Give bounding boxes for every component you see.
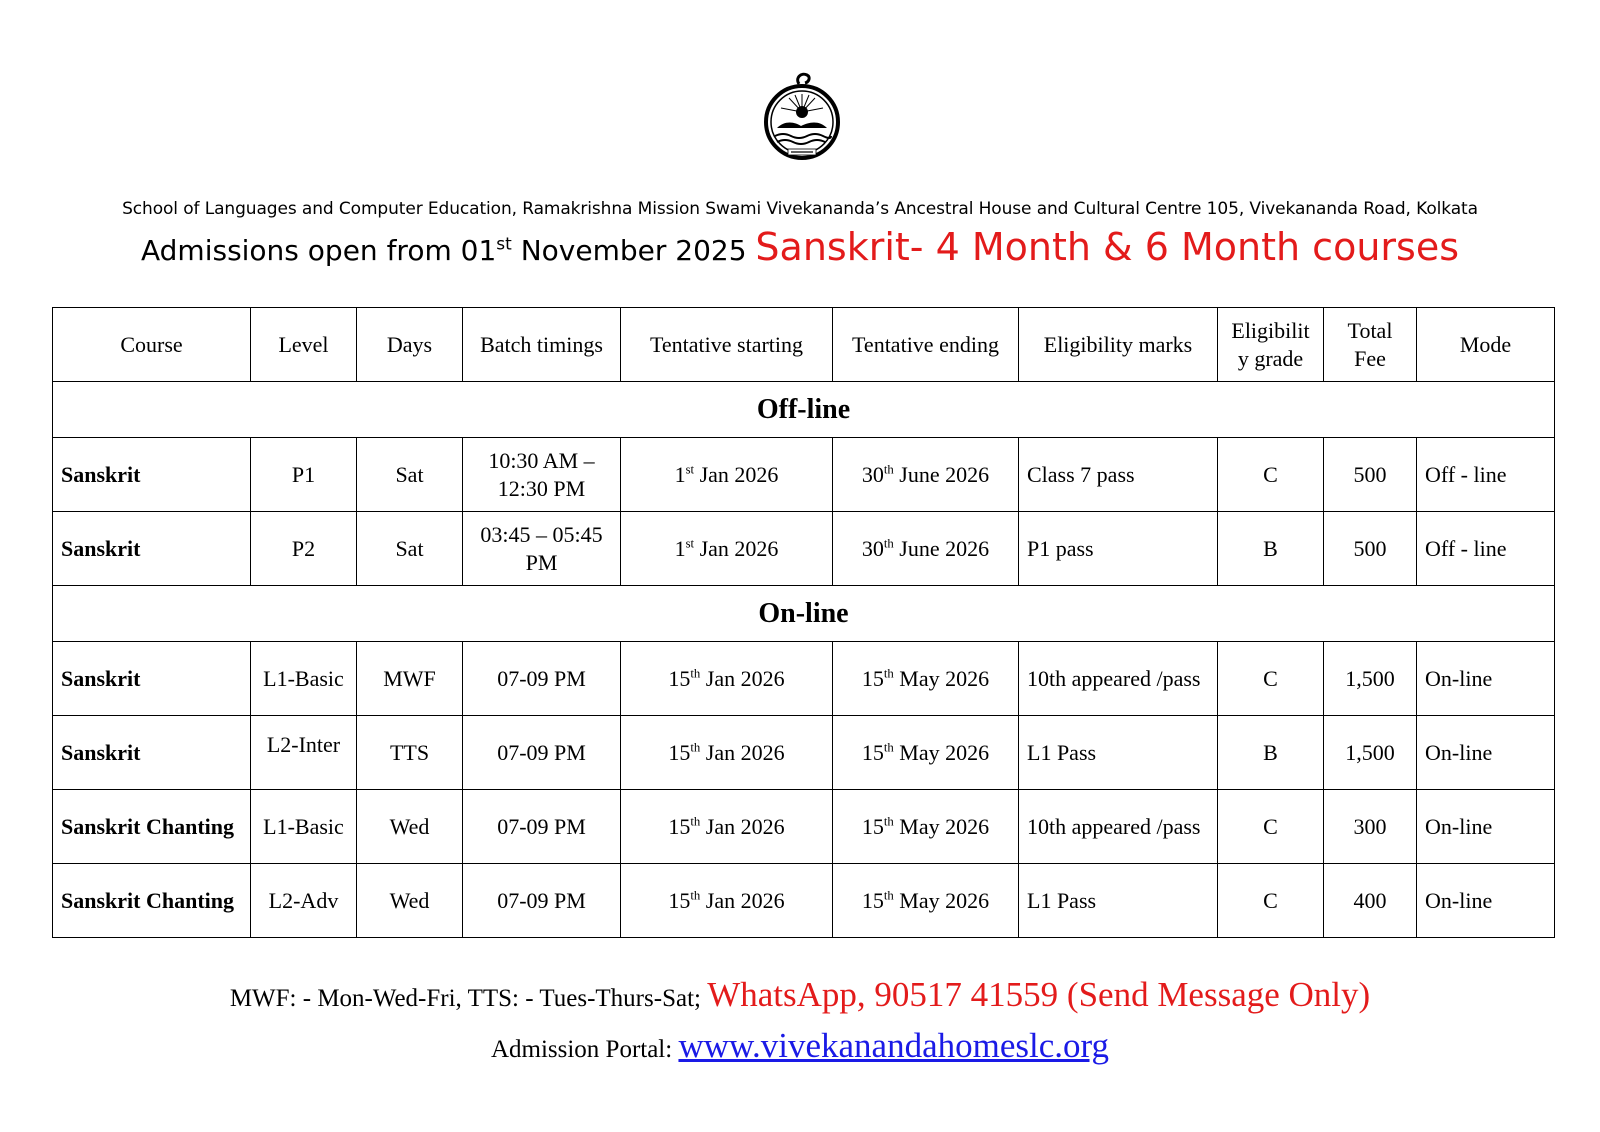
header-mode: Mode [1417,308,1555,382]
section-row-online [53,586,1555,642]
start-ordinal: th [690,740,701,755]
section-label-online: On-line [53,586,1555,642]
cell-mode: Off - line [1417,438,1555,512]
cell-eligibility-marks: 10th appeared /pass [1019,790,1218,864]
course-schedule-table [52,307,1555,938]
end-rest: May 2026 [893,665,990,691]
end-ordinal: th [883,814,894,829]
start-ordinal: th [690,888,701,903]
cell-mode: On-line [1417,864,1555,938]
cell-mode: On-line [1417,716,1555,790]
cell-batch-timing: 07-09 PM [463,864,621,938]
cell-end-date [833,716,1019,790]
end-ordinal: th [883,740,894,755]
course-title: Sanskrit- 4 Month & 6 Month courses [755,225,1459,269]
footer-portal-line [0,1026,1600,1066]
end-day: 30 [861,535,884,561]
cell-mode: Off - line [1417,512,1555,586]
header-fee-line2: Fee [1354,345,1386,371]
end-ordinal: th [883,536,894,551]
table-header-row [53,308,1555,382]
ramakrishna-mission-emblem-icon [761,72,843,164]
cell-days: Wed [357,790,463,864]
whatsapp-contact: WhatsApp, 90517 41559 (Send Message Only) [707,975,1371,1014]
header-days: Days [357,308,463,382]
cell-days: MWF [357,642,463,716]
start-ordinal: th [690,814,701,829]
cell-fee: 1,500 [1324,642,1417,716]
cell-start-date [621,716,833,790]
cell-course: Sanskrit Chanting [53,864,251,938]
header-grade-line2: y grade [1237,345,1304,371]
table-row [53,642,1555,716]
cell-days: TTS [357,716,463,790]
cell-days: Wed [357,864,463,938]
end-rest: June 2026 [893,535,990,561]
header-grade-line1: Eligibilit [1231,317,1310,343]
end-day: 15 [861,739,884,765]
table-row [53,864,1555,938]
cell-batch-timing: 07-09 PM [463,716,621,790]
end-ordinal: th [883,666,894,681]
cell-level: L2-Inter [251,716,357,790]
cell-start-date [621,790,833,864]
cell-end-date [833,790,1019,864]
section-row-offline [53,382,1555,438]
header-batch-timings: Batch timings [463,308,621,382]
cell-end-date [833,864,1019,938]
cell-batch-timing: 07-09 PM [463,642,621,716]
table-row [53,512,1555,586]
cell-course: Sanskrit [53,512,251,586]
end-day: 30 [861,461,884,487]
header-level: Level [251,308,357,382]
start-day: 1 [674,461,686,487]
cell-days: Sat [357,438,463,512]
start-rest: Jan 2026 [694,461,779,487]
start-ordinal: th [690,666,701,681]
table-row [53,790,1555,864]
start-rest: Jan 2026 [694,535,779,561]
cell-course: Sanskrit Chanting [53,790,251,864]
cell-batch-timing: 07-09 PM [463,790,621,864]
end-day: 15 [861,813,884,839]
institution-address: School of Languages and Computer Education, Ramakrishna Mission Swami Vivekananda’s Ancestral House and Cultural Centre 105, Vivekananda Road, Kolkata [122,199,1478,219]
cell-eligibility-marks: P1 pass [1019,512,1218,586]
header-tentative-ending: Tentative ending [833,308,1019,382]
admission-headline [0,225,1600,269]
cell-level: P1 [251,438,357,512]
table-row [53,438,1555,512]
end-rest: May 2026 [893,813,990,839]
cell-course: Sanskrit [53,716,251,790]
start-rest: Jan 2026 [700,813,785,839]
admissions-prefix: Admissions open from 01 [140,234,497,267]
cell-mode: On-line [1417,642,1555,716]
cell-fee: 1,500 [1324,716,1417,790]
section-label-offline: Off-line [53,382,1555,438]
cell-end-date [833,642,1019,716]
cell-end-date [833,438,1019,512]
cell-mode: On-line [1417,790,1555,864]
cell-level: P2 [251,512,357,586]
start-rest: Jan 2026 [700,887,785,913]
cell-eligibility-marks: L1 Pass [1019,864,1218,938]
end-rest: May 2026 [893,739,990,765]
start-day: 1 [674,535,686,561]
header-course: Course [53,308,251,382]
cell-level: L2-Adv [251,864,357,938]
cell-start-date [621,438,833,512]
header-tentative-starting: Tentative starting [621,308,833,382]
header-fee-line1: Total [1347,317,1393,343]
end-ordinal: th [883,888,894,903]
start-rest: Jan 2026 [700,665,785,691]
cell-fee: 500 [1324,512,1417,586]
header-eligibility-grade [1218,308,1324,382]
end-rest: May 2026 [893,887,990,913]
footer-contact-line [0,975,1600,1015]
admission-portal-link[interactable]: www.vivekanandahomeslc.org [678,1026,1110,1065]
start-day: 15 [668,665,691,691]
cell-grade: C [1218,790,1324,864]
end-day: 15 [861,665,884,691]
portal-label: Admission Portal: [490,1036,679,1063]
cell-batch-timing [463,438,621,512]
cell-fee: 300 [1324,790,1417,864]
timing-line2: 12:30 PM [497,475,586,501]
cell-grade: B [1218,716,1324,790]
cell-grade: B [1218,512,1324,586]
start-rest: Jan 2026 [700,739,785,765]
admissions-ordinal: st [496,234,512,255]
cell-start-date [621,864,833,938]
end-rest: June 2026 [893,461,990,487]
cell-course: Sanskrit [53,642,251,716]
cell-fee: 400 [1324,864,1417,938]
cell-days: Sat [357,512,463,586]
cell-eligibility-marks: Class 7 pass [1019,438,1218,512]
cell-course: Sanskrit [53,438,251,512]
cell-start-date [621,642,833,716]
start-ordinal: st [685,462,695,477]
end-day: 15 [861,887,884,913]
cell-grade: C [1218,642,1324,716]
start-day: 15 [668,739,691,765]
admissions-date [141,234,755,267]
end-ordinal: th [883,462,894,477]
timing-line1: 03:45 – 05:45 [480,521,603,547]
start-day: 15 [668,813,691,839]
cell-batch-timing [463,512,621,586]
header-eligibility-marks: Eligibility marks [1019,308,1218,382]
cell-eligibility-marks: L1 Pass [1019,716,1218,790]
cell-level: L1-Basic [251,642,357,716]
timing-line2: PM [525,549,558,575]
days-legend: MWF: - Mon-Wed-Fri, TTS: - Tues-Thurs-Sat; [229,985,708,1012]
table-row [53,716,1555,790]
cell-eligibility-marks: 10th appeared /pass [1019,642,1218,716]
cell-grade: C [1218,438,1324,512]
timing-line1: 10:30 AM – [488,447,595,473]
cell-level: L1-Basic [251,790,357,864]
cell-fee: 500 [1324,438,1417,512]
header-total-fee [1324,308,1417,382]
admissions-suffix: November 2025 [511,234,756,267]
start-day: 15 [668,887,691,913]
cell-start-date [621,512,833,586]
cell-grade: C [1218,864,1324,938]
start-ordinal: st [685,536,695,551]
cell-end-date [833,512,1019,586]
